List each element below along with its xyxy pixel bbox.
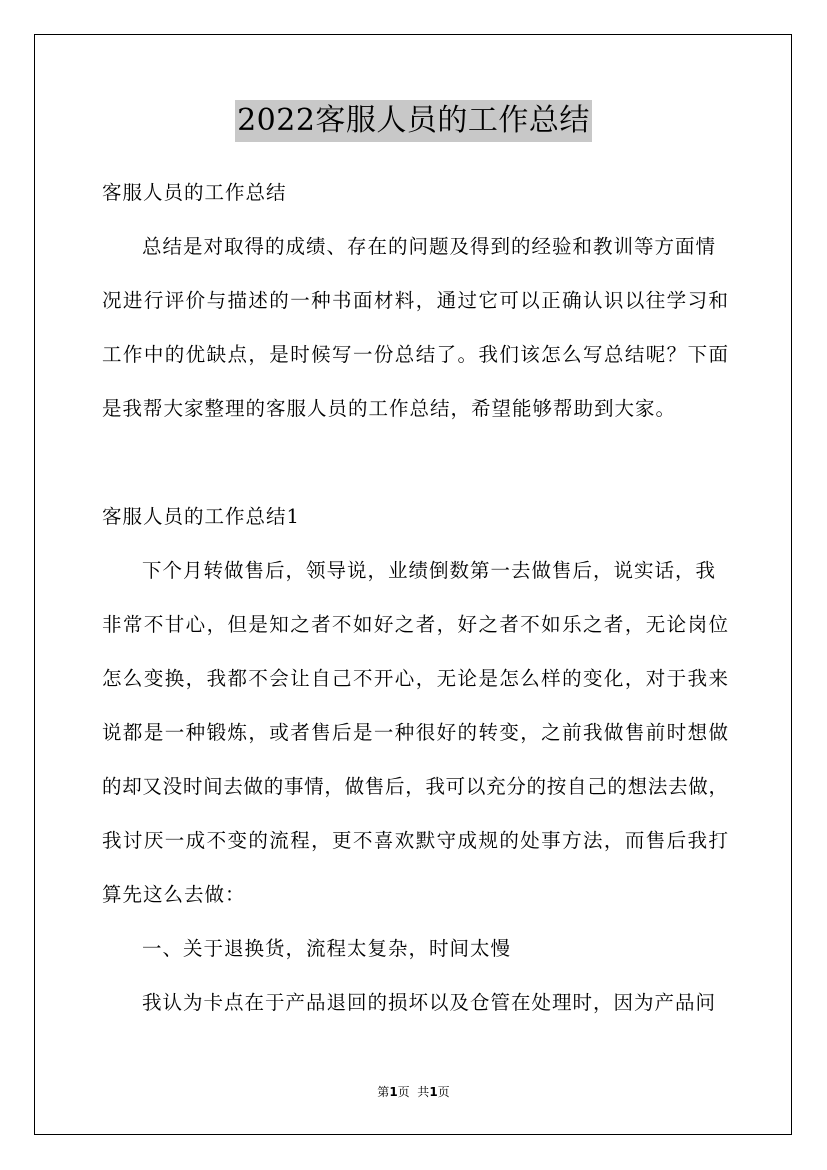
paragraph-line: 怎么变换，我都不会让自己不开心，无论是怎么样的变化，对于我来 <box>102 667 728 690</box>
paragraph-line: 说都是一种锻炼，或者售后是一种很好的转变，之前我做售前时想做 <box>102 721 728 744</box>
paragraph-line: 算先这么去做： <box>102 883 246 906</box>
paragraph-line: 非常不甘心，但是知之者不如好之者，好之者不如乐之者，无论岗位 <box>102 613 728 636</box>
paragraph-line: 我认为卡点在于产品退回的损坏以及仓管在处理时，因为产品问 <box>142 991 717 1014</box>
section-heading: 客服人员的工作总结1 <box>102 505 300 528</box>
document-title: 2022客服人员的工作总结 <box>235 100 592 142</box>
paragraph-line: 我讨厌一成不变的流程，更不喜欢默守成规的处事方法，而售后我打 <box>102 829 728 852</box>
paragraph-line: 工作中的优缺点，是时候写一份总结了。我们该怎么写总结呢？下面 <box>102 343 728 366</box>
paragraph-line: 况进行评价与描述的一种书面材料，通过它可以正确认识以往学习和 <box>102 289 728 312</box>
paragraph-line: 总结是对取得的成绩、存在的问题及得到的经验和教训等方面情 <box>142 235 717 258</box>
footer-page-suffix: 页 <box>437 1085 450 1099</box>
paragraph-line: 下个月转做售后，领导说，业绩倒数第一去做售后，说实话，我 <box>142 559 717 582</box>
footer-page-mid: 页 共 <box>397 1085 430 1099</box>
title-container <box>0 100 827 142</box>
paragraph-line: 是我帮大家整理的客服人员的工作总结，希望能够帮助到大家。 <box>102 397 677 420</box>
paragraph-line: 的却又没时间去做的事情，做售后，我可以充分的按自己的想法去做， <box>102 775 728 798</box>
footer-page-prefix: 第 <box>377 1085 390 1099</box>
subsection-heading: 一、关于退换货，流程太复杂，时间太慢 <box>142 937 512 960</box>
footer-page-current: 1 <box>389 1085 398 1099</box>
section-heading: 客服人员的工作总结 <box>102 181 287 204</box>
footer-page-total: 1 <box>429 1085 438 1099</box>
page-footer <box>0 1084 827 1100</box>
